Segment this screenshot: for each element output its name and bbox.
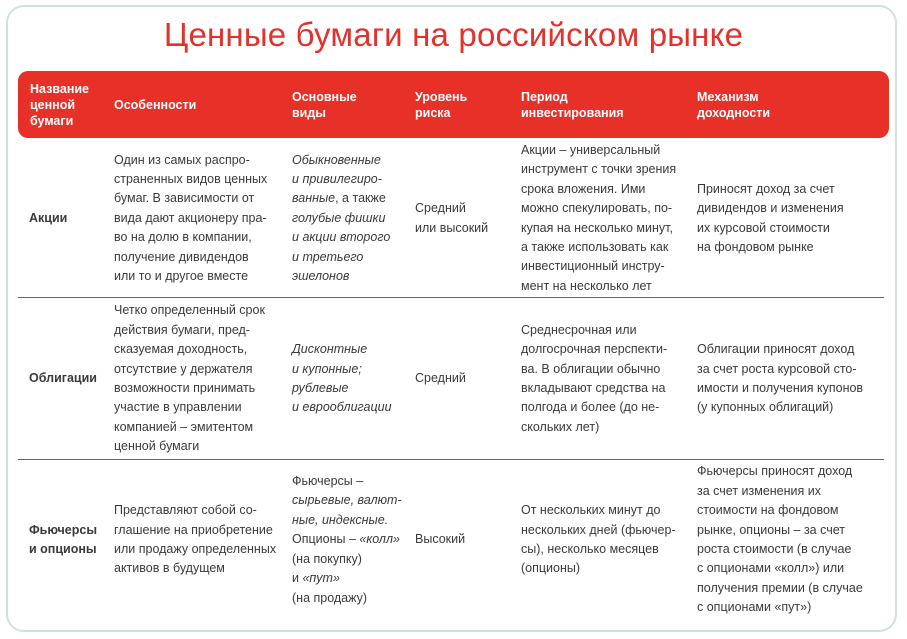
row-period: От нескольких минут до нескольких дней (фьючер- сы), несколько месяцев (опционы) bbox=[521, 503, 676, 576]
row-types bbox=[292, 140, 412, 297]
row-risk: Высокий bbox=[415, 532, 466, 547]
row-period: Акции – универсальный инструмент с точки зрения срока вложения. Ими можно спекулировать, по- купая на несколько минут, а также использовать как инвестиционный инстру- мент на несколько лет bbox=[521, 142, 677, 293]
types-segment: (на покупку) и bbox=[292, 551, 362, 586]
page-title: Ценные бумаги на российском рынке bbox=[163, 16, 744, 53]
types-segment: , а также bbox=[335, 191, 386, 206]
types-text bbox=[292, 472, 402, 608]
row-features: Представляют собой со- глашение на приобретение или продажу определенных активов в будущем bbox=[114, 503, 277, 576]
types-italic-segment: голубые фишки и bbox=[292, 210, 386, 245]
types-text bbox=[292, 340, 392, 418]
header-risk: Уровень риска bbox=[415, 89, 468, 120]
row-risk: Средний bbox=[415, 371, 466, 386]
types-italic-segment: «колл» bbox=[359, 532, 400, 547]
row-mechanism: Приносят доход за счет дивидендов и изменения их курсовой стоимости на фондовом рынке bbox=[697, 181, 844, 254]
types-italic-segment: Обыкновенные и bbox=[292, 152, 381, 186]
row-name: Фьючерсы и опционы bbox=[29, 522, 98, 556]
header-types: Основные виды bbox=[292, 89, 357, 120]
row-features: Четко определенный срок действия бумаги, пред- сказуемая доходность, отсутствие у держателя возможности принимать участие в управлении компанией – эмитентом ценной бумаги bbox=[114, 303, 265, 454]
row-name: Облигации bbox=[29, 371, 97, 386]
header-period: Период инвестирования bbox=[521, 89, 624, 120]
types-text bbox=[292, 151, 390, 287]
header-name: Название ценной бумаги bbox=[30, 81, 90, 128]
types-italic-segment: третьего эшелонов bbox=[292, 249, 364, 284]
table-header bbox=[18, 71, 889, 138]
row-types bbox=[292, 461, 412, 619]
table-row bbox=[18, 299, 889, 459]
header-features: Особенности bbox=[114, 97, 197, 112]
table-row bbox=[18, 140, 889, 297]
types-italic-segment: «пут» bbox=[302, 571, 340, 586]
row-features: Один из самых распро- страненных видов ценных бумаг. В зависимости от вида дают акционеру пра- во на долю в компании, получение дивидендов или то и другое вместе bbox=[114, 152, 268, 284]
types-italic-segment: сырьевые, валют- ные, индексные. bbox=[292, 493, 402, 527]
types-segment: Фьючерсы – bbox=[292, 474, 364, 489]
row-period: Среднесрочная или долгосрочная перспекти- ва. В облигации обычно вкладывают средства на полгода и более (до не- скольких лет) bbox=[521, 322, 668, 434]
types-italic-segment: акции второго и bbox=[292, 230, 391, 264]
types-italic-segment: Дисконтные и купонные; рублевые и еврооблигации bbox=[292, 342, 392, 415]
header-mechanism: Механизм доходности bbox=[697, 89, 771, 120]
row-divider bbox=[18, 459, 884, 460]
types-italic-segment: привилегиро- ванные bbox=[292, 171, 382, 206]
row-risk: Средний или высокий bbox=[415, 201, 489, 235]
row-name: Акции bbox=[29, 210, 68, 225]
row-mechanism: Облигации приносят доход за счет роста курсовой сто- имости и получения купонов (у купонных облигаций) bbox=[697, 342, 864, 415]
row-divider bbox=[18, 297, 884, 298]
types-segment: Опционы – bbox=[292, 532, 356, 547]
table-row bbox=[18, 461, 889, 619]
row-mechanism: Фьючерсы приносят доход за счет изменения их стоимости на фондовом рынке, опционы – за счет роста стоимости (в случае с опционами «колл») или получения премии (в случае с опционами «пут») bbox=[697, 464, 863, 615]
row-types bbox=[292, 299, 412, 459]
types-segment: (на продажу) bbox=[292, 590, 368, 605]
